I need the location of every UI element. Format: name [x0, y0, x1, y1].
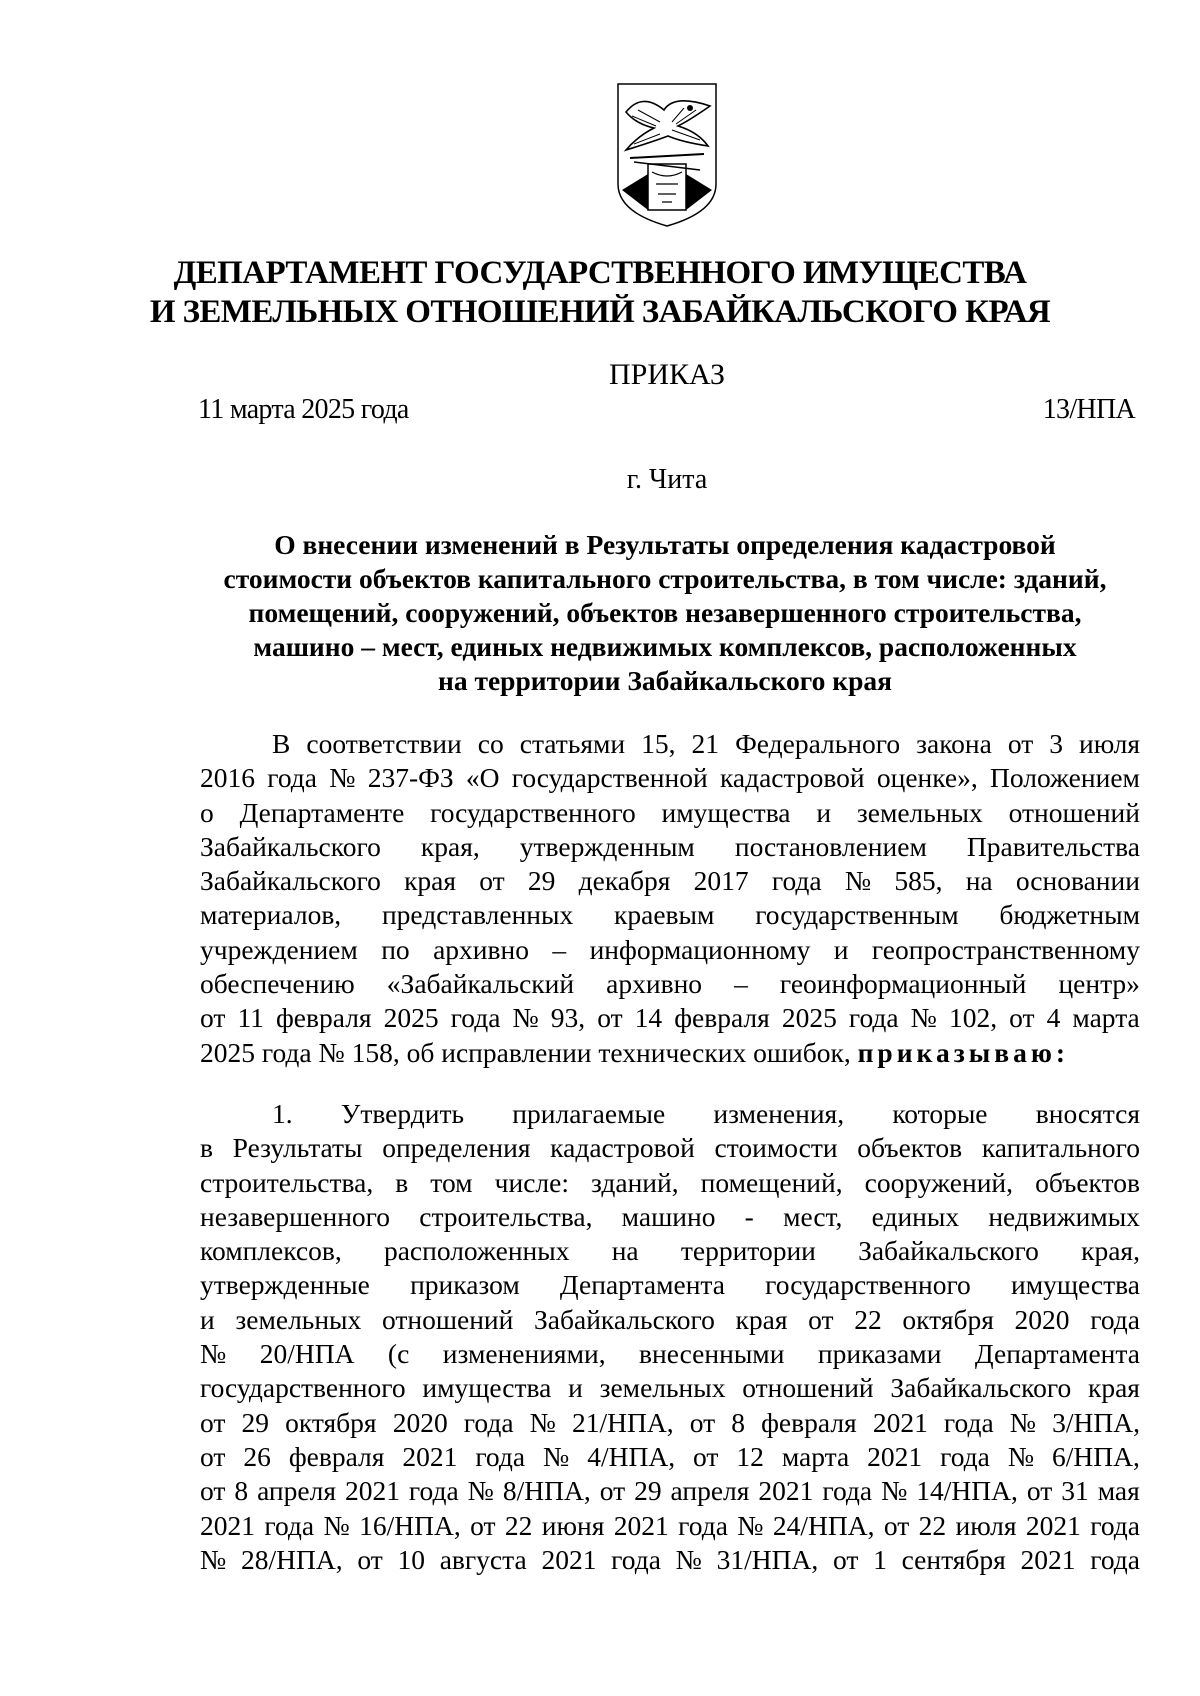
item-line: от 29 октября 2020 года № 21/НПА, от 8 февраля 2021 года № 3/НПА,: [200, 1406, 1140, 1438]
preamble-line: Забайкальского края, утвержденным постановлением Правительства: [200, 830, 1140, 862]
item-line: комплексов, расположенных на территории Забайкальского края,: [200, 1235, 1140, 1267]
preamble-line: 2016 года № 237-ФЗ «О государственной кадастровой оценке», Положением: [200, 762, 1140, 794]
preamble-line: Забайкальского края от 29 декабря 2017 года № 585, на основании: [200, 865, 1140, 897]
item-line: от 8 апреля 2021 года № 8/НПА, от 29 апреля 2021 года № 14/НПА, от 31 мая: [200, 1475, 1140, 1507]
item-line: утвержденные приказом Департамента государственного имущества: [200, 1269, 1140, 1301]
preamble-last-line: [200, 1036, 1140, 1070]
preamble-line: обеспечению «Забайкальский архивно – геоинформационный центр»: [200, 968, 1140, 1000]
subject-line: машино – мест, единых недвижимых комплексов, расположенных: [253, 631, 1077, 662]
document-date: 11 марта 2025 года: [198, 394, 409, 425]
preamble-last-text: 2025 года № 158, об исправлении технических ошибок,: [200, 1036, 851, 1068]
document-subject: [190, 528, 1140, 698]
preamble-line: материалов, представленных краевым государственным бюджетным: [200, 899, 1140, 931]
subject-line: на территории Забайкальского края: [437, 665, 892, 696]
subject-line: стоимости объектов капитального строительства, в том числе: зданий,: [223, 563, 1107, 594]
item-line: № 28/НПА, от 10 августа 2021 года № 31/НПА, от 1 сентября 2021 года: [200, 1543, 1140, 1575]
item-line: № 20/НПА (с изменениями, внесенными приказами Департамента: [200, 1338, 1140, 1370]
preamble-line: о Департаменте государственного имущества и земельных отношений: [200, 796, 1140, 828]
subject-line: О внесении изменений в Результаты определения кадастровой: [274, 529, 1056, 560]
department-title-line1: ДЕПАРТАМЕНТ ГОСУДАРСТВЕННОГО ИМУЩЕСТВА: [173, 255, 1027, 291]
item-1-paragraph: [200, 1097, 1140, 1577]
item-line: от 26 февраля 2021 года № 4/НПА, от 12 марта 2021 года № 6/НПА,: [200, 1440, 1140, 1472]
item-line: строительства, в том числе: зданий, помещений, сооружений, объектов: [200, 1166, 1140, 1198]
item-line: незавершенного строительства, машино - мест, единых недвижимых: [200, 1200, 1140, 1232]
item-line: и земельных отношений Забайкальского края от 22 октября 2020 года: [200, 1303, 1140, 1335]
department-title-line2: И ЗЕМЕЛЬНЫХ ОТНОШЕНИЙ ЗАБАЙКАЛЬСКОГО КРАЯ: [149, 294, 1051, 330]
preamble-line: В соответствии со статьями 15, 21 Федерального закона от 3 июля: [272, 728, 1140, 759]
preamble-paragraph: [200, 727, 1140, 1070]
subject-line: помещений, сооружений, объектов незавершенного строительства,: [248, 597, 1082, 628]
preamble-line: от 11 февраля 2025 года № 93, от 14 февраля 2025 года № 102, от 4 марта: [200, 1002, 1140, 1034]
item-line: государственного имущества и земельных отношений Забайкальского края: [200, 1372, 1140, 1404]
document-city: г. Чита: [626, 464, 708, 495]
document-number: 13/НПА: [1042, 394, 1135, 425]
document-type: ПРИКАЗ: [609, 358, 725, 391]
item-line: в Результаты определения кадастровой стоимости объектов капитального: [200, 1132, 1140, 1164]
item-line: 2021 года № 16/НПА, от 22 июня 2021 года № 24/НПА, от 22 июля 2021 года: [200, 1509, 1140, 1541]
item-line: 1. Утвердить прилагаемые изменения, которые вносятся: [272, 1098, 1140, 1129]
order-word: приказываю:: [857, 1036, 1070, 1068]
preamble-line: учреждением по архивно – информационному и геопространственному: [200, 933, 1140, 965]
zabaikalsky-krai-coat-of-arms-icon: [612, 80, 722, 230]
department-title: [100, 254, 1100, 332]
